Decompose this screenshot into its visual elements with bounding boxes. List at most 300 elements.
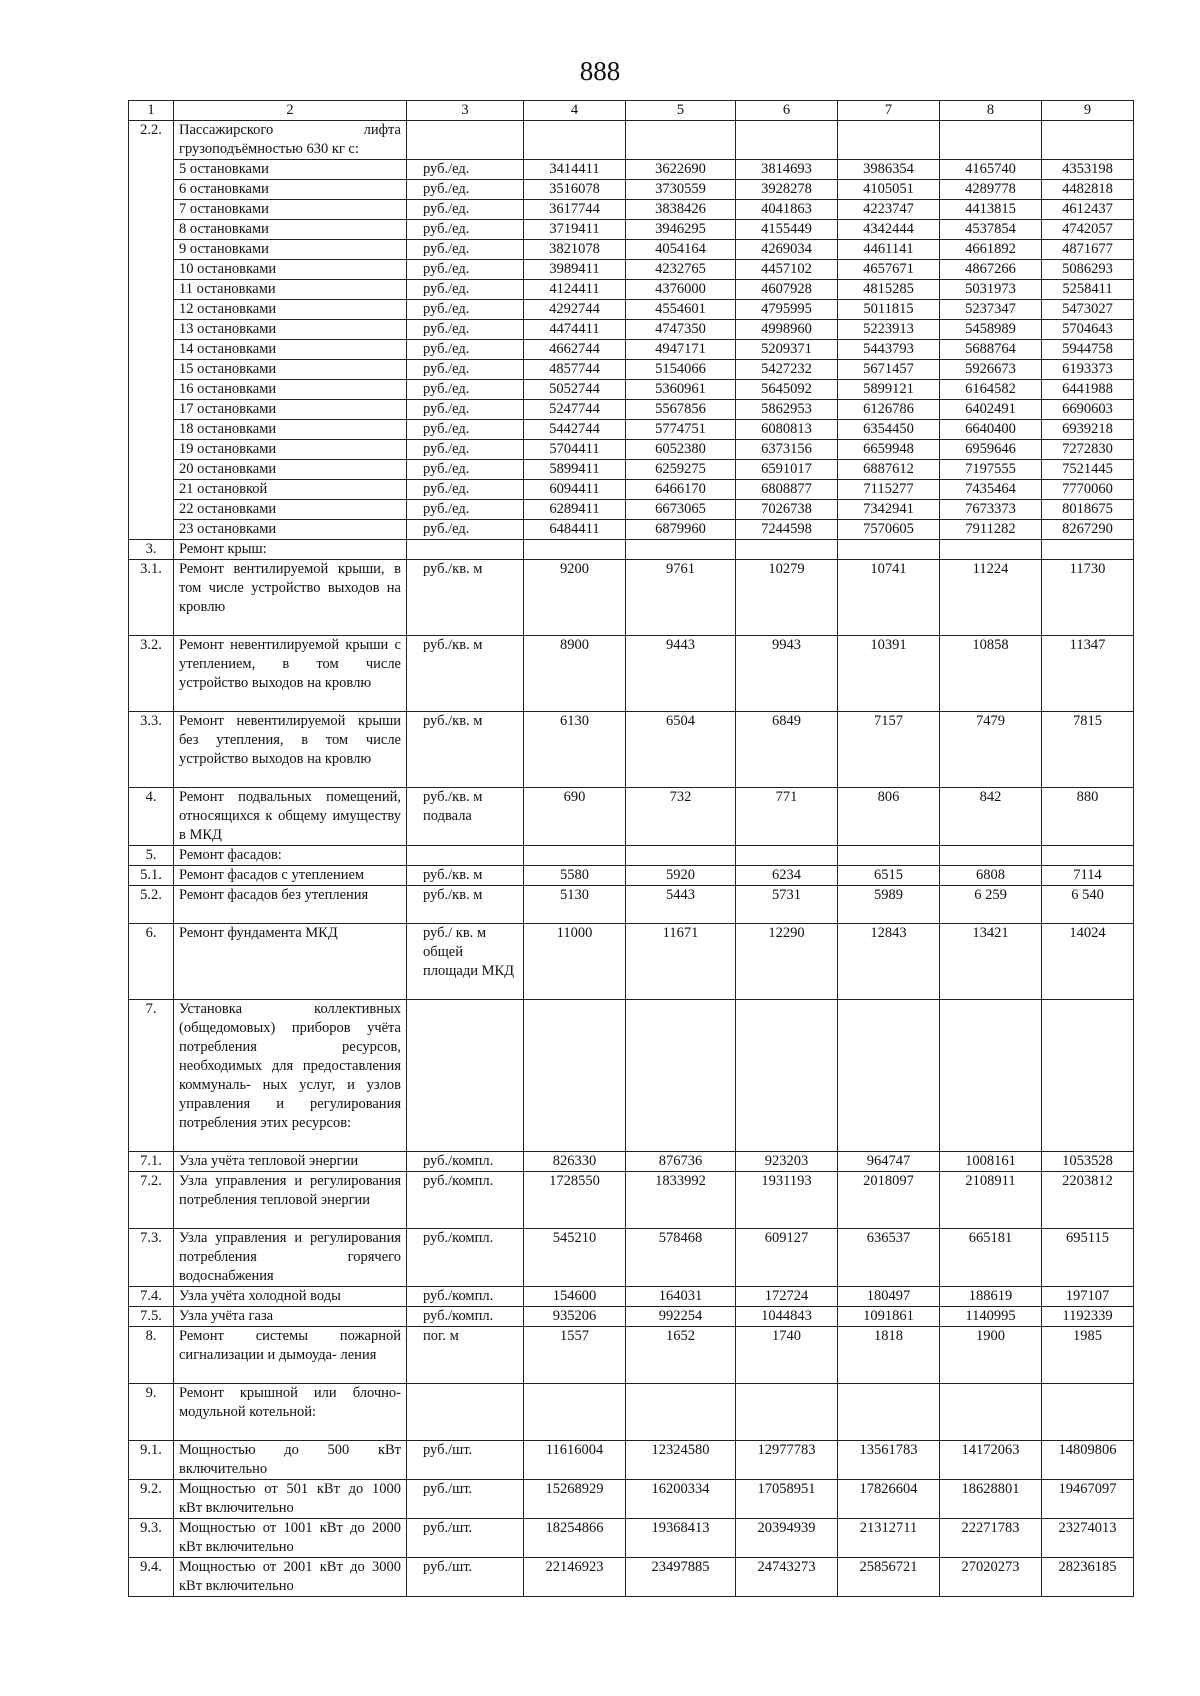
item-unit: руб./компл.	[407, 1229, 524, 1287]
sub-item-name: 10 остановками	[174, 260, 407, 280]
price-value: 6289411	[524, 500, 626, 520]
table-row	[129, 846, 1134, 866]
sub-item-unit: руб./ед.	[407, 400, 524, 420]
price-value: 19467097	[1042, 1480, 1134, 1519]
sub-item-name: 13 остановками	[174, 320, 407, 340]
price-value: 806	[838, 788, 940, 846]
table-subrow	[129, 280, 1134, 300]
price-value: 1053528	[1042, 1152, 1134, 1172]
item-unit	[407, 1000, 524, 1152]
price-value: 18628801	[940, 1480, 1042, 1519]
item-name: Мощностью до 500 кВт включительно	[174, 1441, 407, 1480]
table-subrow	[129, 360, 1134, 380]
item-name: Ремонт фасадов без утепления	[174, 886, 407, 924]
table-row	[129, 1558, 1134, 1597]
item-unit: руб./кв. м	[407, 712, 524, 788]
price-value: 28236185	[1042, 1558, 1134, 1597]
item-unit: пог. м	[407, 1327, 524, 1384]
price-value: 4657671	[838, 260, 940, 280]
price-value: 11730	[1042, 560, 1134, 636]
price-value: 9761	[626, 560, 736, 636]
price-value: 5237347	[940, 300, 1042, 320]
price-value: 14024	[1042, 924, 1134, 1000]
price-value: 6259275	[626, 460, 736, 480]
sub-item-name: 8 остановками	[174, 220, 407, 240]
price-value: 6441988	[1042, 380, 1134, 400]
price-value: 4857744	[524, 360, 626, 380]
price-value	[838, 846, 940, 866]
item-number: 9.3.	[129, 1519, 174, 1558]
price-value: 6504	[626, 712, 736, 788]
price-value: 1044843	[736, 1307, 838, 1327]
price-value: 4747350	[626, 320, 736, 340]
price-value: 3946295	[626, 220, 736, 240]
price-value: 4376000	[626, 280, 736, 300]
price-value: 180497	[838, 1287, 940, 1307]
price-value: 6466170	[626, 480, 736, 500]
item-unit: руб./кв. м	[407, 636, 524, 712]
price-value: 5944758	[1042, 340, 1134, 360]
item-number: 7.1.	[129, 1152, 174, 1172]
price-value	[838, 1000, 940, 1152]
table-row	[129, 866, 1134, 886]
column-number: 1	[129, 101, 174, 121]
price-value: 7521445	[1042, 460, 1134, 480]
item-name: Ремонт фундамента МКД	[174, 924, 407, 1000]
price-value: 3989411	[524, 260, 626, 280]
price-value: 11616004	[524, 1441, 626, 1480]
price-value: 880	[1042, 788, 1134, 846]
price-value: 5247744	[524, 400, 626, 420]
price-value: 5731	[736, 886, 838, 924]
price-value: 7026738	[736, 500, 838, 520]
price-value: 6690603	[1042, 400, 1134, 420]
item-number: 7.2.	[129, 1172, 174, 1229]
price-value: 7770060	[1042, 480, 1134, 500]
price-value: 4413815	[940, 200, 1042, 220]
sub-item-name: 12 остановками	[174, 300, 407, 320]
price-value: 545210	[524, 1229, 626, 1287]
sub-item-name: 22 остановками	[174, 500, 407, 520]
price-value: 10858	[940, 636, 1042, 712]
item-unit	[407, 121, 524, 160]
price-value: 4165740	[940, 160, 1042, 180]
item-number: 3.3.	[129, 712, 174, 788]
price-value: 1740	[736, 1327, 838, 1384]
price-value: 164031	[626, 1287, 736, 1307]
item-name: Ремонт крышной или блочно-модульной котельной:	[174, 1384, 407, 1441]
price-value	[626, 1000, 736, 1152]
sub-item-name: 16 остановками	[174, 380, 407, 400]
price-value: 17058951	[736, 1480, 838, 1519]
price-value: 1900	[940, 1327, 1042, 1384]
item-number: 9.2.	[129, 1480, 174, 1519]
table-row	[129, 636, 1134, 712]
sub-item-unit: руб./ед.	[407, 240, 524, 260]
price-value: 690	[524, 788, 626, 846]
sub-item-unit: руб./ед.	[407, 340, 524, 360]
price-value: 935206	[524, 1307, 626, 1327]
price-value: 154600	[524, 1287, 626, 1307]
price-value: 19368413	[626, 1519, 736, 1558]
price-value: 16200334	[626, 1480, 736, 1519]
price-value: 5704643	[1042, 320, 1134, 340]
price-value: 8018675	[1042, 500, 1134, 520]
price-value: 4867266	[940, 260, 1042, 280]
price-value	[838, 121, 940, 160]
item-unit: руб./компл.	[407, 1172, 524, 1229]
sub-item-unit: руб./ед.	[407, 300, 524, 320]
price-value: 4155449	[736, 220, 838, 240]
table-subrow	[129, 240, 1134, 260]
price-value: 6373156	[736, 440, 838, 460]
price-value: 4815285	[838, 280, 940, 300]
price-value: 10391	[838, 636, 940, 712]
price-value: 15268929	[524, 1480, 626, 1519]
sub-item-unit: руб./ед.	[407, 180, 524, 200]
price-value: 22146923	[524, 1558, 626, 1597]
price-value: 4482818	[1042, 180, 1134, 200]
sub-item-unit: руб./ед.	[407, 160, 524, 180]
price-value: 3986354	[838, 160, 940, 180]
item-number: 5.1.	[129, 866, 174, 886]
price-value: 10279	[736, 560, 838, 636]
price-value: 12290	[736, 924, 838, 1000]
table-subrow	[129, 220, 1134, 240]
column-number: 4	[524, 101, 626, 121]
price-value: 5473027	[1042, 300, 1134, 320]
price-value: 5442744	[524, 420, 626, 440]
table-subrow	[129, 320, 1134, 340]
item-unit: руб./компл.	[407, 1307, 524, 1327]
price-value: 20394939	[736, 1519, 838, 1558]
price-value: 4105051	[838, 180, 940, 200]
price-value: 6080813	[736, 420, 838, 440]
price-value: 5443793	[838, 340, 940, 360]
price-value: 4461141	[838, 240, 940, 260]
table-row	[129, 1327, 1134, 1384]
price-value: 5458989	[940, 320, 1042, 340]
price-value: 4289778	[940, 180, 1042, 200]
price-table	[128, 100, 1134, 1597]
price-value	[940, 121, 1042, 160]
price-value: 6849	[736, 712, 838, 788]
table-subrow	[129, 300, 1134, 320]
price-value: 6402491	[940, 400, 1042, 420]
item-unit	[407, 540, 524, 560]
price-value: 4054164	[626, 240, 736, 260]
sub-item-name: 23 остановками	[174, 520, 407, 540]
price-value	[524, 121, 626, 160]
price-value: 6879960	[626, 520, 736, 540]
item-name: Ремонт системы пожарной сигнализации и дымоуда- ления	[174, 1327, 407, 1384]
sub-item-unit: руб./ед.	[407, 220, 524, 240]
price-value	[736, 846, 838, 866]
price-value: 4353198	[1042, 160, 1134, 180]
table-subrow	[129, 460, 1134, 480]
price-value: 4662744	[524, 340, 626, 360]
price-value: 4041863	[736, 200, 838, 220]
item-number: 3.1.	[129, 560, 174, 636]
price-value: 6959646	[940, 440, 1042, 460]
column-number-row	[129, 101, 1134, 121]
price-value: 6130	[524, 712, 626, 788]
item-number: 7.5.	[129, 1307, 174, 1327]
item-unit: руб./компл.	[407, 1152, 524, 1172]
table-row	[129, 1000, 1134, 1152]
item-name: Узла учёта холодной воды	[174, 1287, 407, 1307]
table-subrow	[129, 520, 1134, 540]
price-value: 6808	[940, 866, 1042, 886]
price-value: 5209371	[736, 340, 838, 360]
sub-item-name: 9 остановками	[174, 240, 407, 260]
price-value: 5011815	[838, 300, 940, 320]
price-value: 7272830	[1042, 440, 1134, 460]
price-value: 1652	[626, 1327, 736, 1384]
column-number: 6	[736, 101, 838, 121]
price-value: 5671457	[838, 360, 940, 380]
price-value: 4292744	[524, 300, 626, 320]
price-value	[626, 540, 736, 560]
item-unit: руб./кв. м	[407, 560, 524, 636]
price-value: 4269034	[736, 240, 838, 260]
sub-item-unit: руб./ед.	[407, 460, 524, 480]
price-value: 24743273	[736, 1558, 838, 1597]
price-value: 8900	[524, 636, 626, 712]
price-value: 7342941	[838, 500, 940, 520]
price-value	[736, 1000, 838, 1152]
price-value: 9200	[524, 560, 626, 636]
price-value: 11224	[940, 560, 1042, 636]
price-value	[524, 1384, 626, 1441]
price-value: 11671	[626, 924, 736, 1000]
price-value: 3414411	[524, 160, 626, 180]
price-value: 5031973	[940, 280, 1042, 300]
price-value: 25856721	[838, 1558, 940, 1597]
sub-item-name: 5 остановками	[174, 160, 407, 180]
column-number: 7	[838, 101, 940, 121]
price-value: 18254866	[524, 1519, 626, 1558]
price-value: 4554601	[626, 300, 736, 320]
price-value: 4871677	[1042, 240, 1134, 260]
sub-item-unit: руб./ед.	[407, 200, 524, 220]
item-unit	[407, 846, 524, 866]
item-name: Ремонт вентилируемой крыши, в том числе устройство выходов на кровлю	[174, 560, 407, 636]
item-number: 9.1.	[129, 1441, 174, 1480]
price-value: 172724	[736, 1287, 838, 1307]
item-unit: руб./компл.	[407, 1287, 524, 1307]
item-name: Установка коллективных (общедомовых) приборов учёта потребления ресурсов, необходимых для предоставления коммуналь- ных услуг, и узлов управления и регулирования потребления этих ресурсов:	[174, 1000, 407, 1152]
sub-item-unit: руб./ед.	[407, 420, 524, 440]
item-unit	[407, 1384, 524, 1441]
price-value: 17826604	[838, 1480, 940, 1519]
sub-item-name: 14 остановками	[174, 340, 407, 360]
item-name: Пассажирского лифта грузоподъёмностью 630 кг с:	[174, 121, 407, 160]
price-value: 14172063	[940, 1441, 1042, 1480]
item-number: 4.	[129, 788, 174, 846]
column-number: 2	[174, 101, 407, 121]
price-value: 771	[736, 788, 838, 846]
price-value: 5360961	[626, 380, 736, 400]
price-value: 5052744	[524, 380, 626, 400]
price-value: 923203	[736, 1152, 838, 1172]
price-value: 6164582	[940, 380, 1042, 400]
price-value: 732	[626, 788, 736, 846]
price-value: 5443	[626, 886, 736, 924]
price-value: 6 540	[1042, 886, 1134, 924]
price-value: 578468	[626, 1229, 736, 1287]
price-value: 1931193	[736, 1172, 838, 1229]
price-value: 4232765	[626, 260, 736, 280]
item-unit: руб./кв. м подвала	[407, 788, 524, 846]
price-value: 1728550	[524, 1172, 626, 1229]
item-name: Мощностью от 501 кВт до 1000 кВт включительно	[174, 1480, 407, 1519]
price-value: 1818	[838, 1327, 940, 1384]
price-value: 5899411	[524, 460, 626, 480]
price-value: 5645092	[736, 380, 838, 400]
price-value: 1192339	[1042, 1307, 1134, 1327]
price-value: 2108911	[940, 1172, 1042, 1229]
item-name: Ремонт фасадов:	[174, 846, 407, 866]
table-subrow	[129, 380, 1134, 400]
price-value: 964747	[838, 1152, 940, 1172]
price-value	[736, 1384, 838, 1441]
price-value: 10741	[838, 560, 940, 636]
price-value: 4612437	[1042, 200, 1134, 220]
item-name: Ремонт невентилируемой крыши с утеплением, в том числе устройство выходов на кровлю	[174, 636, 407, 712]
price-value: 5704411	[524, 440, 626, 460]
item-name: Ремонт фасадов с утеплением	[174, 866, 407, 886]
sub-item-name: 18 остановками	[174, 420, 407, 440]
sub-item-unit: руб./ед.	[407, 440, 524, 460]
price-value: 4474411	[524, 320, 626, 340]
item-name: Ремонт крыш:	[174, 540, 407, 560]
column-number: 9	[1042, 101, 1134, 121]
item-unit: руб./кв. м	[407, 886, 524, 924]
item-number: 5.	[129, 846, 174, 866]
price-value: 13421	[940, 924, 1042, 1000]
price-value: 6193373	[1042, 360, 1134, 380]
price-value: 7435464	[940, 480, 1042, 500]
price-value: 188619	[940, 1287, 1042, 1307]
sub-item-name: 19 остановками	[174, 440, 407, 460]
item-name: Мощностью от 2001 кВт до 3000 кВт включительно	[174, 1558, 407, 1597]
price-value: 14809806	[1042, 1441, 1134, 1480]
table-row	[129, 712, 1134, 788]
price-value: 7815	[1042, 712, 1134, 788]
price-value	[1042, 1384, 1134, 1441]
price-value: 12843	[838, 924, 940, 1000]
price-value: 7673373	[940, 500, 1042, 520]
item-name: Узла управления и регулирования потребления тепловой энергии	[174, 1172, 407, 1229]
item-name: Узла учёта газа	[174, 1307, 407, 1327]
table-body	[129, 101, 1134, 1597]
price-value: 3719411	[524, 220, 626, 240]
price-value: 5154066	[626, 360, 736, 380]
price-value	[940, 1000, 1042, 1152]
table-row	[129, 540, 1134, 560]
item-name: Ремонт невентилируемой крыши без утепления, в том числе устройство выходов на кровлю	[174, 712, 407, 788]
table-subrow	[129, 440, 1134, 460]
price-value: 11000	[524, 924, 626, 1000]
price-value: 6808877	[736, 480, 838, 500]
table-subrow	[129, 160, 1134, 180]
price-value: 636537	[838, 1229, 940, 1287]
sub-item-name: 17 остановками	[174, 400, 407, 420]
price-value: 842	[940, 788, 1042, 846]
price-value	[1042, 1000, 1134, 1152]
price-value: 7115277	[838, 480, 940, 500]
item-number: 7.	[129, 1000, 174, 1152]
table-row	[129, 788, 1134, 846]
price-value: 2203812	[1042, 1172, 1134, 1229]
price-value	[838, 1384, 940, 1441]
price-value	[1042, 846, 1134, 866]
table-subrow	[129, 500, 1134, 520]
item-name: Мощностью от 1001 кВт до 2000 кВт включительно	[174, 1519, 407, 1558]
price-value: 13561783	[838, 1441, 940, 1480]
item-number: 7.4.	[129, 1287, 174, 1307]
table-row	[129, 121, 1134, 160]
price-value: 5223913	[838, 320, 940, 340]
price-value: 4124411	[524, 280, 626, 300]
column-number: 8	[940, 101, 1042, 121]
price-value: 1008161	[940, 1152, 1042, 1172]
price-value	[1042, 121, 1134, 160]
item-number: 3.	[129, 540, 174, 560]
column-number: 3	[407, 101, 524, 121]
item-unit: руб./шт.	[407, 1441, 524, 1480]
sub-item-unit: руб./ед.	[407, 260, 524, 280]
price-value	[940, 540, 1042, 560]
price-value: 609127	[736, 1229, 838, 1287]
table-subrow	[129, 420, 1134, 440]
price-value: 6515	[838, 866, 940, 886]
price-value: 4342444	[838, 220, 940, 240]
price-value: 21312711	[838, 1519, 940, 1558]
price-value: 8267290	[1042, 520, 1134, 540]
price-value: 22271783	[940, 1519, 1042, 1558]
price-value: 6484411	[524, 520, 626, 540]
sub-item-name: 21 остановкой	[174, 480, 407, 500]
price-value: 5130	[524, 886, 626, 924]
table-subrow	[129, 340, 1134, 360]
price-value: 7197555	[940, 460, 1042, 480]
table-row	[129, 1287, 1134, 1307]
item-unit: руб./шт.	[407, 1519, 524, 1558]
price-value	[736, 540, 838, 560]
price-value: 4223747	[838, 200, 940, 220]
price-value: 2018097	[838, 1172, 940, 1229]
price-value: 3838426	[626, 200, 736, 220]
price-value: 6640400	[940, 420, 1042, 440]
price-value: 695115	[1042, 1229, 1134, 1287]
price-value	[524, 540, 626, 560]
price-value	[626, 121, 736, 160]
sub-item-unit: руб./ед.	[407, 480, 524, 500]
price-value: 197107	[1042, 1287, 1134, 1307]
price-value: 5688764	[940, 340, 1042, 360]
table-row	[129, 1229, 1134, 1287]
price-value: 3617744	[524, 200, 626, 220]
price-value: 1985	[1042, 1327, 1134, 1384]
item-number: 5.2.	[129, 886, 174, 924]
price-value: 4607928	[736, 280, 838, 300]
price-value: 7157	[838, 712, 940, 788]
price-value: 5899121	[838, 380, 940, 400]
price-value	[626, 1384, 736, 1441]
item-name: Узла учёта тепловой энергии	[174, 1152, 407, 1172]
